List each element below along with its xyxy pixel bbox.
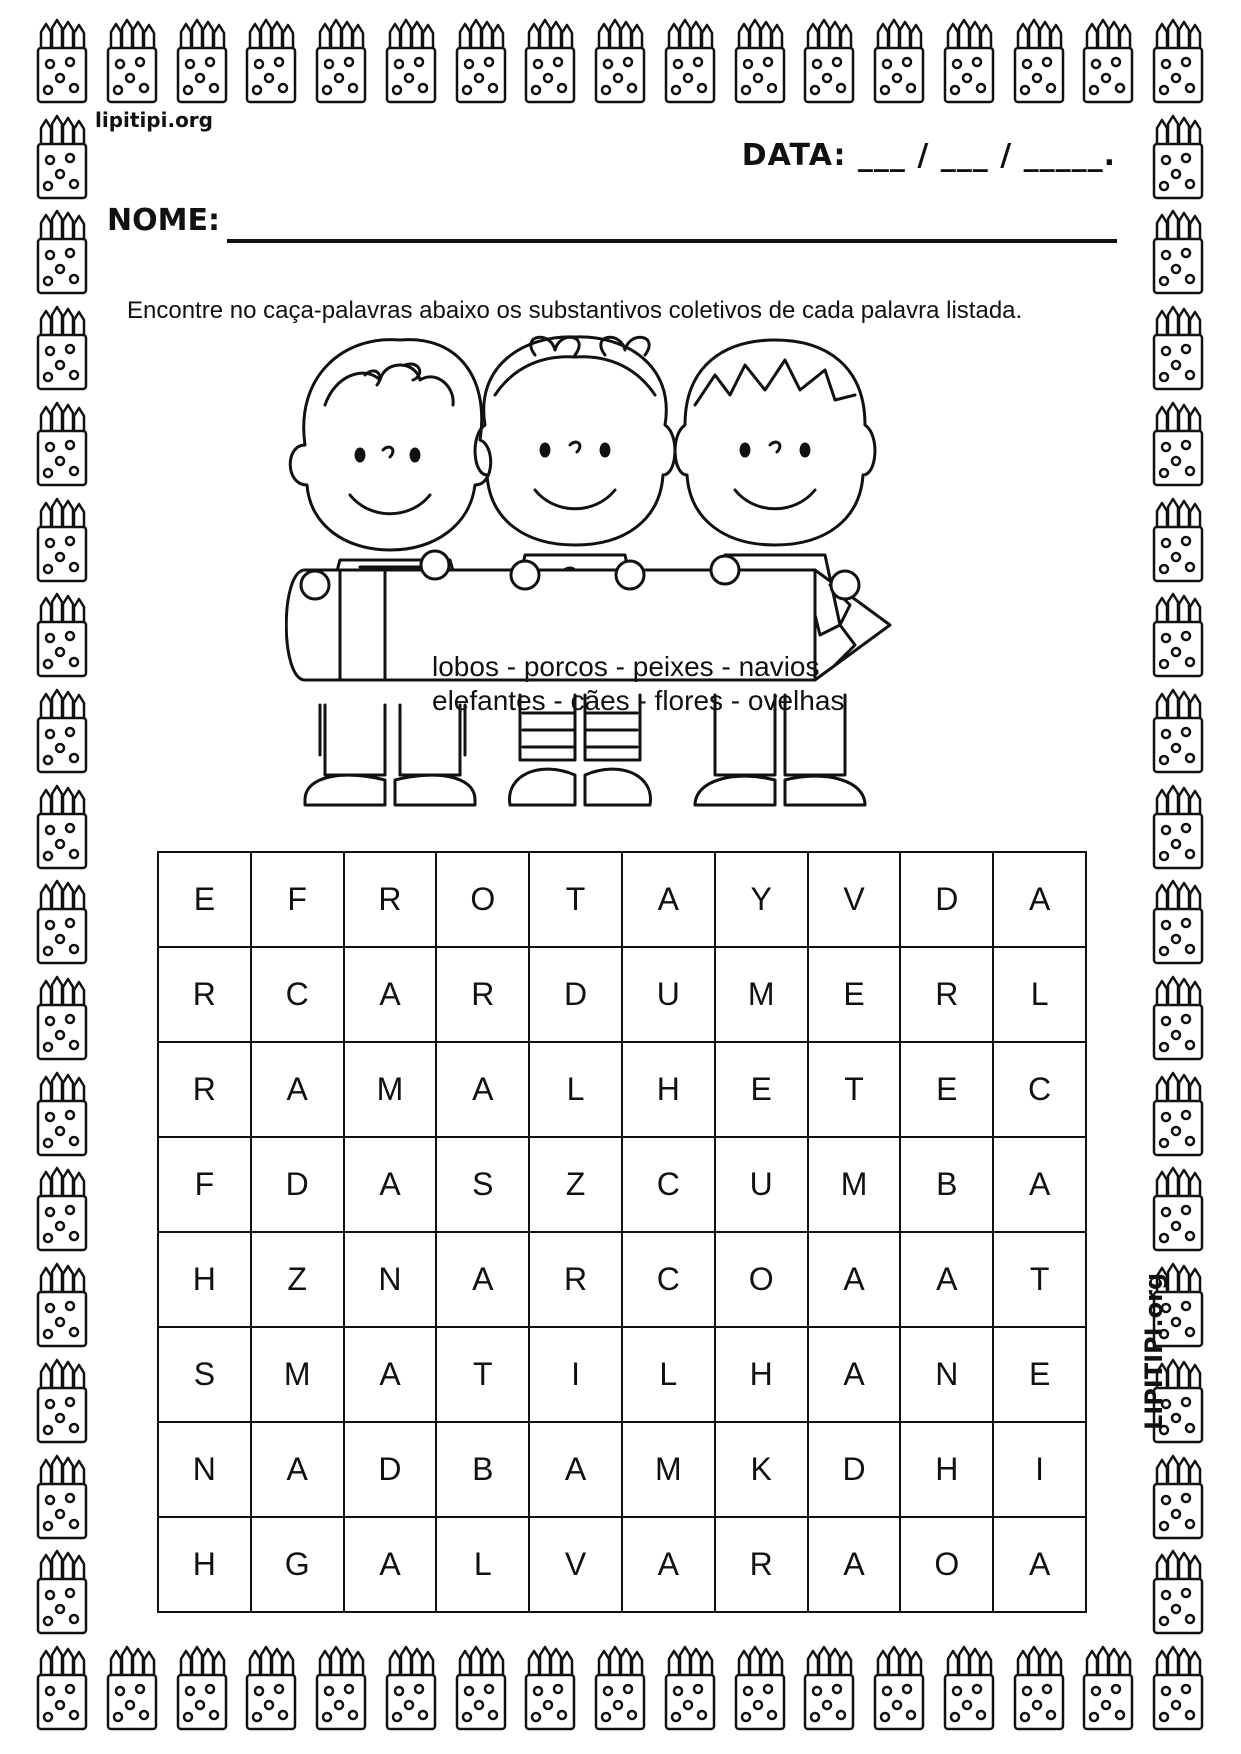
- pencil-cup-icon: [660, 18, 720, 106]
- pencil-cup-icon: [32, 497, 92, 585]
- pencil-cup-icon: [1148, 975, 1208, 1063]
- grid-cell[interactable]: F: [251, 852, 344, 947]
- pencil-cup-icon: [1078, 1645, 1138, 1733]
- grid-cell[interactable]: C: [622, 1137, 715, 1232]
- grid-cell[interactable]: C: [251, 947, 344, 1042]
- grid-cell[interactable]: H: [158, 1232, 251, 1327]
- pencil-cup-icon: [939, 18, 999, 106]
- grid-cell[interactable]: T: [993, 1232, 1086, 1327]
- grid-cell[interactable]: H: [158, 1517, 251, 1612]
- grid-cell[interactable]: M: [622, 1422, 715, 1517]
- grid-cell[interactable]: T: [808, 1042, 901, 1137]
- date-field[interactable]: DATA: ___ / ___ / _____.: [741, 138, 1116, 173]
- word-list-line-2: elefantes - cães - flores - ovelhas: [432, 685, 845, 716]
- pencil-cup-icon: [451, 1645, 511, 1733]
- grid-cell[interactable]: A: [436, 1232, 529, 1327]
- grid-cell[interactable]: R: [436, 947, 529, 1042]
- pencil-cup-icon: [32, 1549, 92, 1637]
- grid-cell[interactable]: I: [993, 1422, 1086, 1517]
- pencil-cup-icon: [32, 305, 92, 393]
- pencil-cup-icon: [1148, 497, 1208, 585]
- pencil-cup-icon: [1148, 114, 1208, 202]
- grid-cell[interactable]: S: [158, 1327, 251, 1422]
- pencil-cup-icon: [381, 1645, 441, 1733]
- grid-cell[interactable]: O: [436, 852, 529, 947]
- pencil-cup-icon: [1148, 784, 1208, 872]
- grid-cell[interactable]: E: [808, 947, 901, 1042]
- grid-cell[interactable]: E: [900, 1042, 993, 1137]
- pencil-cup-icon: [32, 784, 92, 872]
- pencil-cup-icon: [102, 18, 162, 106]
- grid-row: [158, 1137, 1086, 1232]
- grid-cell[interactable]: N: [158, 1422, 251, 1517]
- grid-cell[interactable]: O: [900, 1517, 993, 1612]
- grid-row: [158, 1327, 1086, 1422]
- pencil-cup-icon: [32, 209, 92, 297]
- grid-cell[interactable]: A: [622, 1517, 715, 1612]
- grid-cell[interactable]: G: [251, 1517, 344, 1612]
- grid-cell[interactable]: D: [251, 1137, 344, 1232]
- pencil-cup-icon: [590, 18, 650, 106]
- grid-cell[interactable]: O: [715, 1232, 808, 1327]
- pencil-cup-icon: [1148, 1071, 1208, 1159]
- grid-cell[interactable]: M: [715, 947, 808, 1042]
- grid-cell[interactable]: D: [529, 947, 622, 1042]
- pencil-cup-icon: [32, 879, 92, 967]
- grid-cell[interactable]: M: [808, 1137, 901, 1232]
- grid-cell[interactable]: C: [993, 1042, 1086, 1137]
- pencil-cup-icon: [1148, 1645, 1208, 1733]
- grid-cell[interactable]: L: [993, 947, 1086, 1042]
- pencil-cup-icon: [32, 1071, 92, 1159]
- grid-cell[interactable]: M: [344, 1042, 437, 1137]
- pencil-cup-icon: [32, 114, 92, 202]
- grid-cell[interactable]: T: [436, 1327, 529, 1422]
- name-write-line[interactable]: [227, 239, 1117, 243]
- pencil-cup-icon: [32, 1454, 92, 1542]
- grid-row: [158, 1422, 1086, 1517]
- grid-cell[interactable]: B: [436, 1422, 529, 1517]
- grid-cell[interactable]: U: [715, 1137, 808, 1232]
- grid-cell[interactable]: R: [344, 852, 437, 947]
- grid-cell[interactable]: D: [808, 1422, 901, 1517]
- grid-cell[interactable]: V: [529, 1517, 622, 1612]
- grid-cell[interactable]: F: [158, 1137, 251, 1232]
- pencil-cup-icon: [311, 18, 371, 106]
- pencil-cup-icon: [799, 1645, 859, 1733]
- pencil-cup-icon: [32, 401, 92, 489]
- grid-cell[interactable]: A: [808, 1232, 901, 1327]
- grid-cell[interactable]: Y: [715, 852, 808, 947]
- grid-cell[interactable]: E: [158, 852, 251, 947]
- pencil-cup-icon: [1148, 401, 1208, 489]
- grid-cell[interactable]: S: [436, 1137, 529, 1232]
- pencil-cup-icon: [730, 18, 790, 106]
- pencil-cup-icon: [1148, 209, 1208, 297]
- grid-row: [158, 947, 1086, 1042]
- name-label: NOME:: [107, 203, 220, 238]
- grid-row: [158, 1232, 1086, 1327]
- word-list-line-1: lobos - porcos - peixes - navios: [432, 651, 820, 682]
- grid-cell[interactable]: E: [993, 1327, 1086, 1422]
- grid-cell[interactable]: N: [900, 1327, 993, 1422]
- pencil-cup-icon: [660, 1645, 720, 1733]
- pencil-cup-icon: [520, 18, 580, 106]
- grid-cell[interactable]: L: [622, 1327, 715, 1422]
- grid-row: [158, 852, 1086, 947]
- pencil-cup-icon: [730, 1645, 790, 1733]
- pencil-cup-icon: [1148, 879, 1208, 967]
- grid-cell[interactable]: A: [344, 1137, 437, 1232]
- grid-cell[interactable]: U: [622, 947, 715, 1042]
- grid-cell[interactable]: D: [900, 852, 993, 947]
- pencil-cup-icon: [381, 18, 441, 106]
- grid-cell[interactable]: V: [808, 852, 901, 947]
- grid-row: [158, 1517, 1086, 1612]
- pencil-cup-icon: [520, 1645, 580, 1733]
- pencil-cup-icon: [32, 18, 92, 106]
- three-kids-illustration-icon: [285, 335, 1000, 875]
- pencil-cup-icon: [32, 592, 92, 680]
- site-watermark-side: LIPITIPI.org: [1140, 1272, 1168, 1430]
- pencil-cup-icon: [241, 18, 301, 106]
- grid-cell[interactable]: L: [436, 1517, 529, 1612]
- pencil-cup-icon: [32, 1645, 92, 1733]
- grid-cell[interactable]: H: [622, 1042, 715, 1137]
- grid-cell[interactable]: T: [529, 852, 622, 947]
- grid-cell[interactable]: A: [251, 1422, 344, 1517]
- word-search-grid: [157, 851, 1087, 1613]
- pencil-cup-icon: [32, 975, 92, 1063]
- grid-cell[interactable]: Z: [251, 1232, 344, 1327]
- pencil-cup-icon: [799, 18, 859, 106]
- grid-cell[interactable]: R: [529, 1232, 622, 1327]
- grid-cell[interactable]: A: [900, 1232, 993, 1327]
- pencil-cup-icon: [241, 1645, 301, 1733]
- grid-cell[interactable]: R: [158, 1042, 251, 1137]
- grid-cell[interactable]: C: [622, 1232, 715, 1327]
- grid-cell[interactable]: A: [344, 1517, 437, 1612]
- pencil-cup-icon: [1009, 1645, 1069, 1733]
- grid-cell[interactable]: A: [344, 947, 437, 1042]
- pencil-cup-icon: [32, 688, 92, 776]
- pencil-cup-icon: [869, 18, 929, 106]
- grid-cell[interactable]: R: [900, 947, 993, 1042]
- grid-cell[interactable]: D: [344, 1422, 437, 1517]
- pencil-cup-icon: [1078, 18, 1138, 106]
- grid-cell[interactable]: K: [715, 1422, 808, 1517]
- pencil-cup-icon: [1148, 18, 1208, 106]
- pencil-cup-icon: [311, 1645, 371, 1733]
- grid-cell[interactable]: N: [344, 1232, 437, 1327]
- grid-cell[interactable]: A: [808, 1327, 901, 1422]
- grid-cell[interactable]: Z: [529, 1137, 622, 1232]
- pencil-cup-icon: [32, 1262, 92, 1350]
- pencil-cup-icon: [1148, 1454, 1208, 1542]
- pencil-cup-icon: [172, 1645, 232, 1733]
- grid-row: [158, 1042, 1086, 1137]
- pencil-cup-icon: [590, 1645, 650, 1733]
- grid-cell[interactable]: A: [993, 852, 1086, 947]
- pencil-cup-icon: [1148, 592, 1208, 680]
- pencil-cup-icon: [172, 18, 232, 106]
- pencil-cup-icon: [869, 1645, 929, 1733]
- grid-cell[interactable]: A: [251, 1042, 344, 1137]
- grid-cell[interactable]: A: [529, 1422, 622, 1517]
- grid-cell[interactable]: I: [529, 1327, 622, 1422]
- grid-cell[interactable]: R: [715, 1517, 808, 1612]
- pencil-cup-icon: [32, 1358, 92, 1446]
- pencil-cup-icon: [1148, 688, 1208, 776]
- grid-cell[interactable]: A: [808, 1517, 901, 1612]
- pencil-cup-icon: [1148, 1549, 1208, 1637]
- grid-cell[interactable]: H: [715, 1327, 808, 1422]
- grid-cell[interactable]: A: [993, 1137, 1086, 1232]
- grid-cell[interactable]: H: [900, 1422, 993, 1517]
- name-field[interactable]: [107, 203, 1117, 243]
- grid-cell[interactable]: L: [529, 1042, 622, 1137]
- pencil-cup-icon: [451, 18, 511, 106]
- grid-cell[interactable]: A: [993, 1517, 1086, 1612]
- grid-cell[interactable]: A: [344, 1327, 437, 1422]
- instruction-text: Encontre no caça-palavras abaixo os substantivos coletivos de cada palavra listada.: [127, 297, 1023, 324]
- pencil-cup-icon: [939, 1645, 999, 1733]
- pencil-cup-icon: [32, 1166, 92, 1254]
- grid-cell[interactable]: R: [158, 947, 251, 1042]
- grid-cell[interactable]: E: [715, 1042, 808, 1137]
- pencil-cup-icon: [102, 1645, 162, 1733]
- pencil-cup-icon: [1148, 305, 1208, 393]
- grid-cell[interactable]: A: [622, 852, 715, 947]
- pencil-cup-icon: [1009, 18, 1069, 106]
- grid-cell[interactable]: B: [900, 1137, 993, 1232]
- grid-cell[interactable]: A: [436, 1042, 529, 1137]
- word-list: [432, 650, 844, 718]
- grid-cell[interactable]: M: [251, 1327, 344, 1422]
- site-watermark-top: lipitipi.org: [95, 108, 213, 132]
